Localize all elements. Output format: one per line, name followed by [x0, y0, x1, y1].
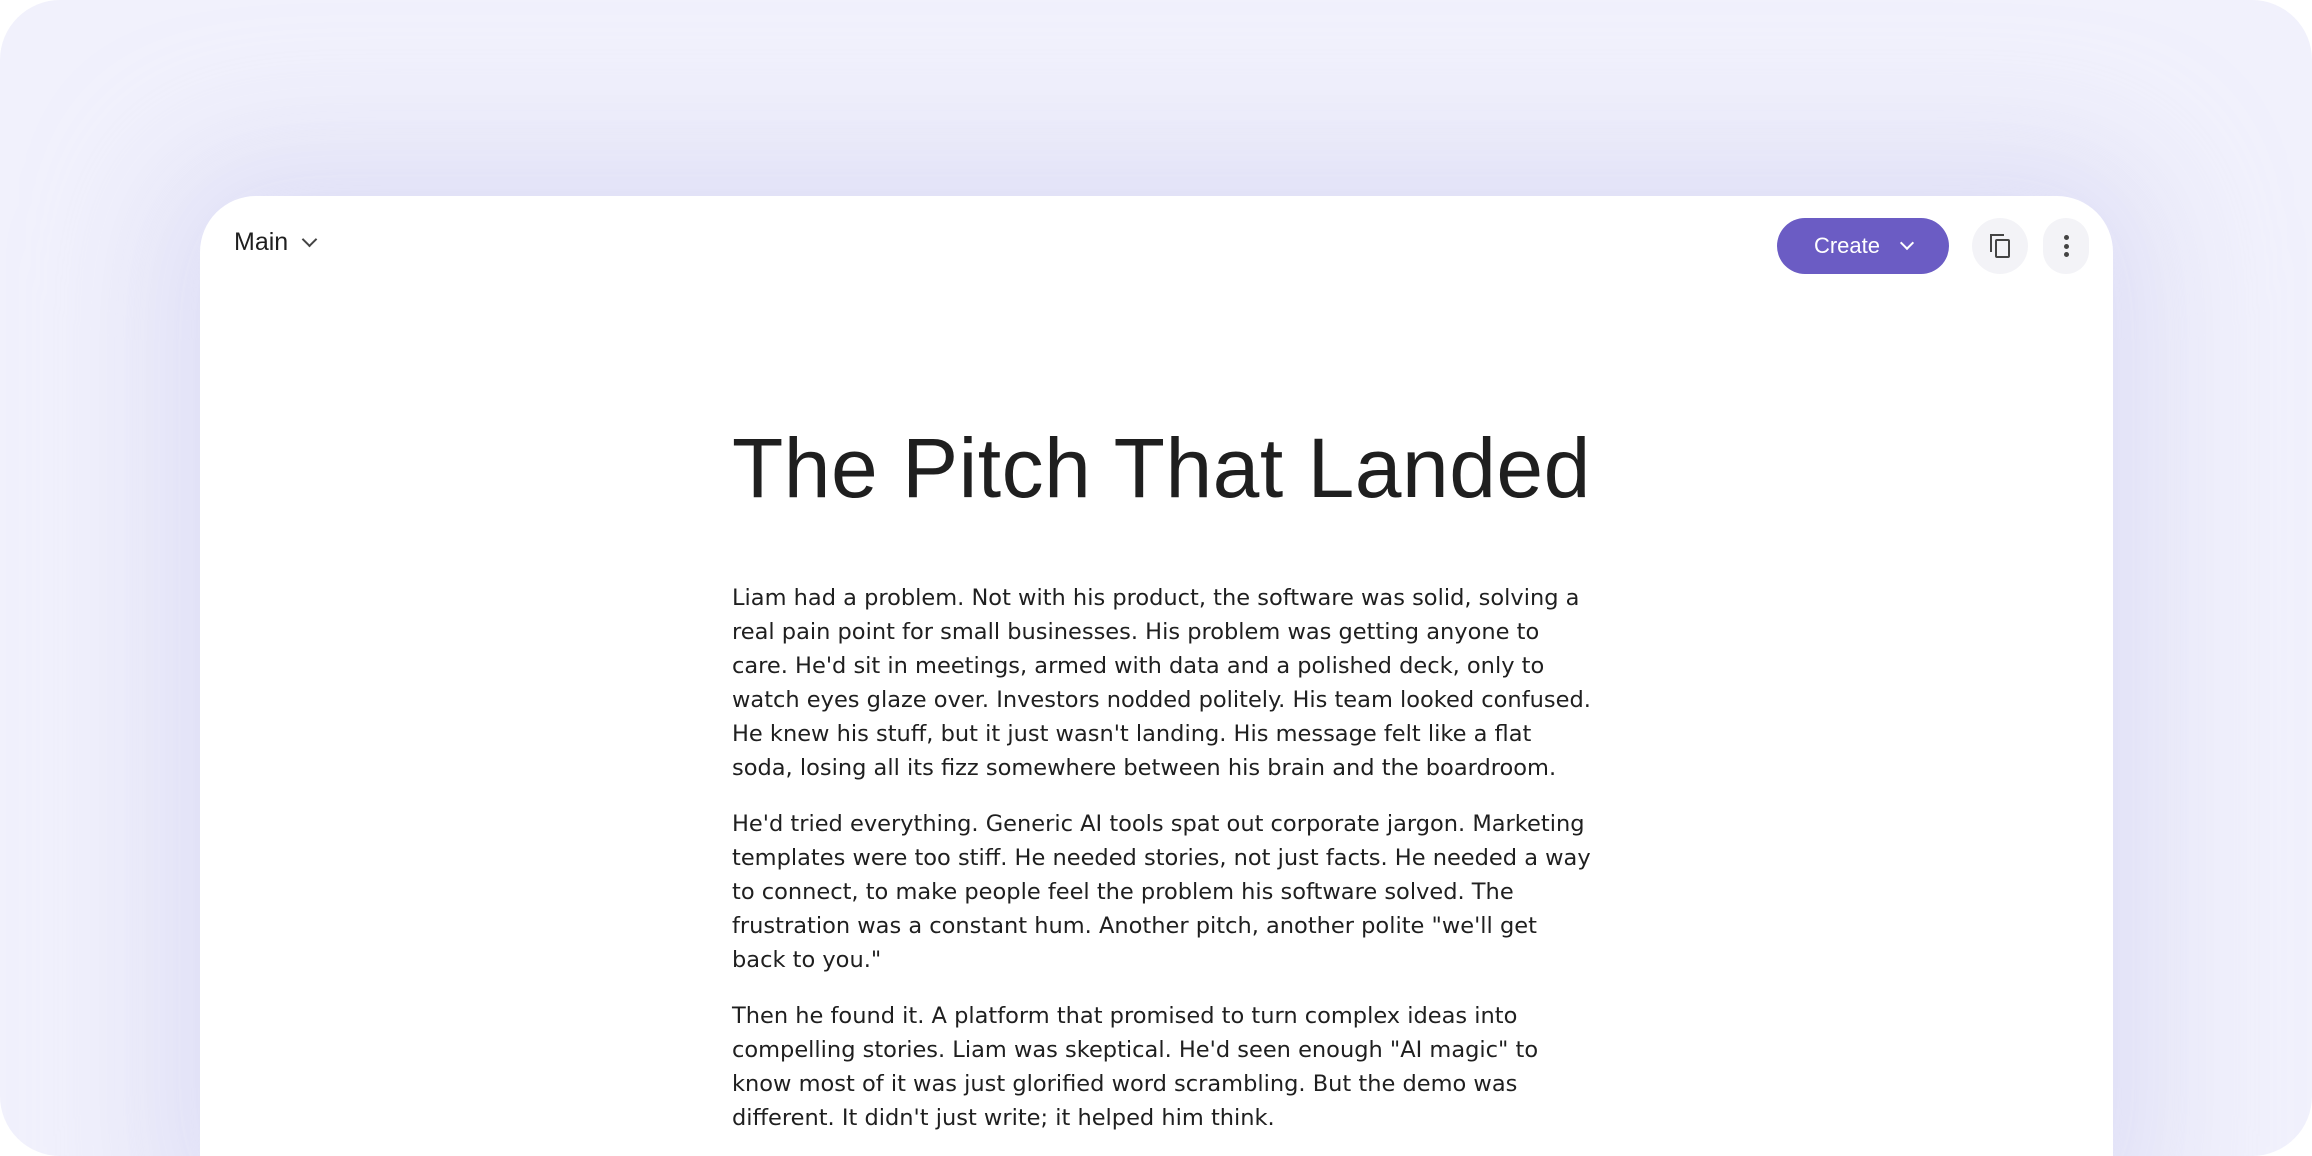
paragraph[interactable]: He'd tried everything. Generic AI tools spat out corporate jargon. Marketing templates were too stiff. He needed stories, not just facts. He needed a way to connect, to make people feel the problem his software solved. The frustration was a constant hum. Another pitch, another polite "we'll get back to you.": [732, 811, 1591, 973]
paragraph[interactable]: Liam had a problem. Not with his product, the software was solid, solving a real pain point for small businesses. His problem was getting anyone to care. He'd sit in meetings, armed with data and a polished deck, only to watch eyes glaze over. Investors nodded politely. His team looked confused. He knew his stuff, but it just wasn't landing. His message felt like a flat soda, losing all its fizz somewhere between his brain and the boardroom.: [732, 585, 1591, 781]
create-button-label: Create: [1813, 233, 1881, 258]
document-title[interactable]: The Pitch That Landed: [732, 421, 1591, 515]
more-options-button[interactable]: [2043, 218, 2089, 274]
top-toolbar: [200, 196, 2113, 296]
document-content: [732, 418, 1612, 1156]
copy-button[interactable]: [1972, 218, 2028, 274]
chevron-down-icon: [302, 231, 318, 247]
branch-label: Main: [234, 227, 289, 256]
copy-icon: [1990, 234, 2012, 258]
create-button[interactable]: [1777, 218, 1949, 274]
branch-selector[interactable]: [234, 222, 315, 262]
document-window: [200, 196, 2113, 1156]
more-vertical-icon: [2064, 235, 2069, 257]
chevron-down-icon: [1900, 236, 1914, 250]
document-body[interactable]: [732, 581, 1612, 1135]
paragraph[interactable]: Then he found it. A platform that promised to turn complex ideas into compelling stories. Liam was skeptical. He'd seen enough "AI magic" to know most of it was just glorified word scrambling. But the demo was different. It didn't just write; it helped him think.: [732, 1003, 1539, 1131]
